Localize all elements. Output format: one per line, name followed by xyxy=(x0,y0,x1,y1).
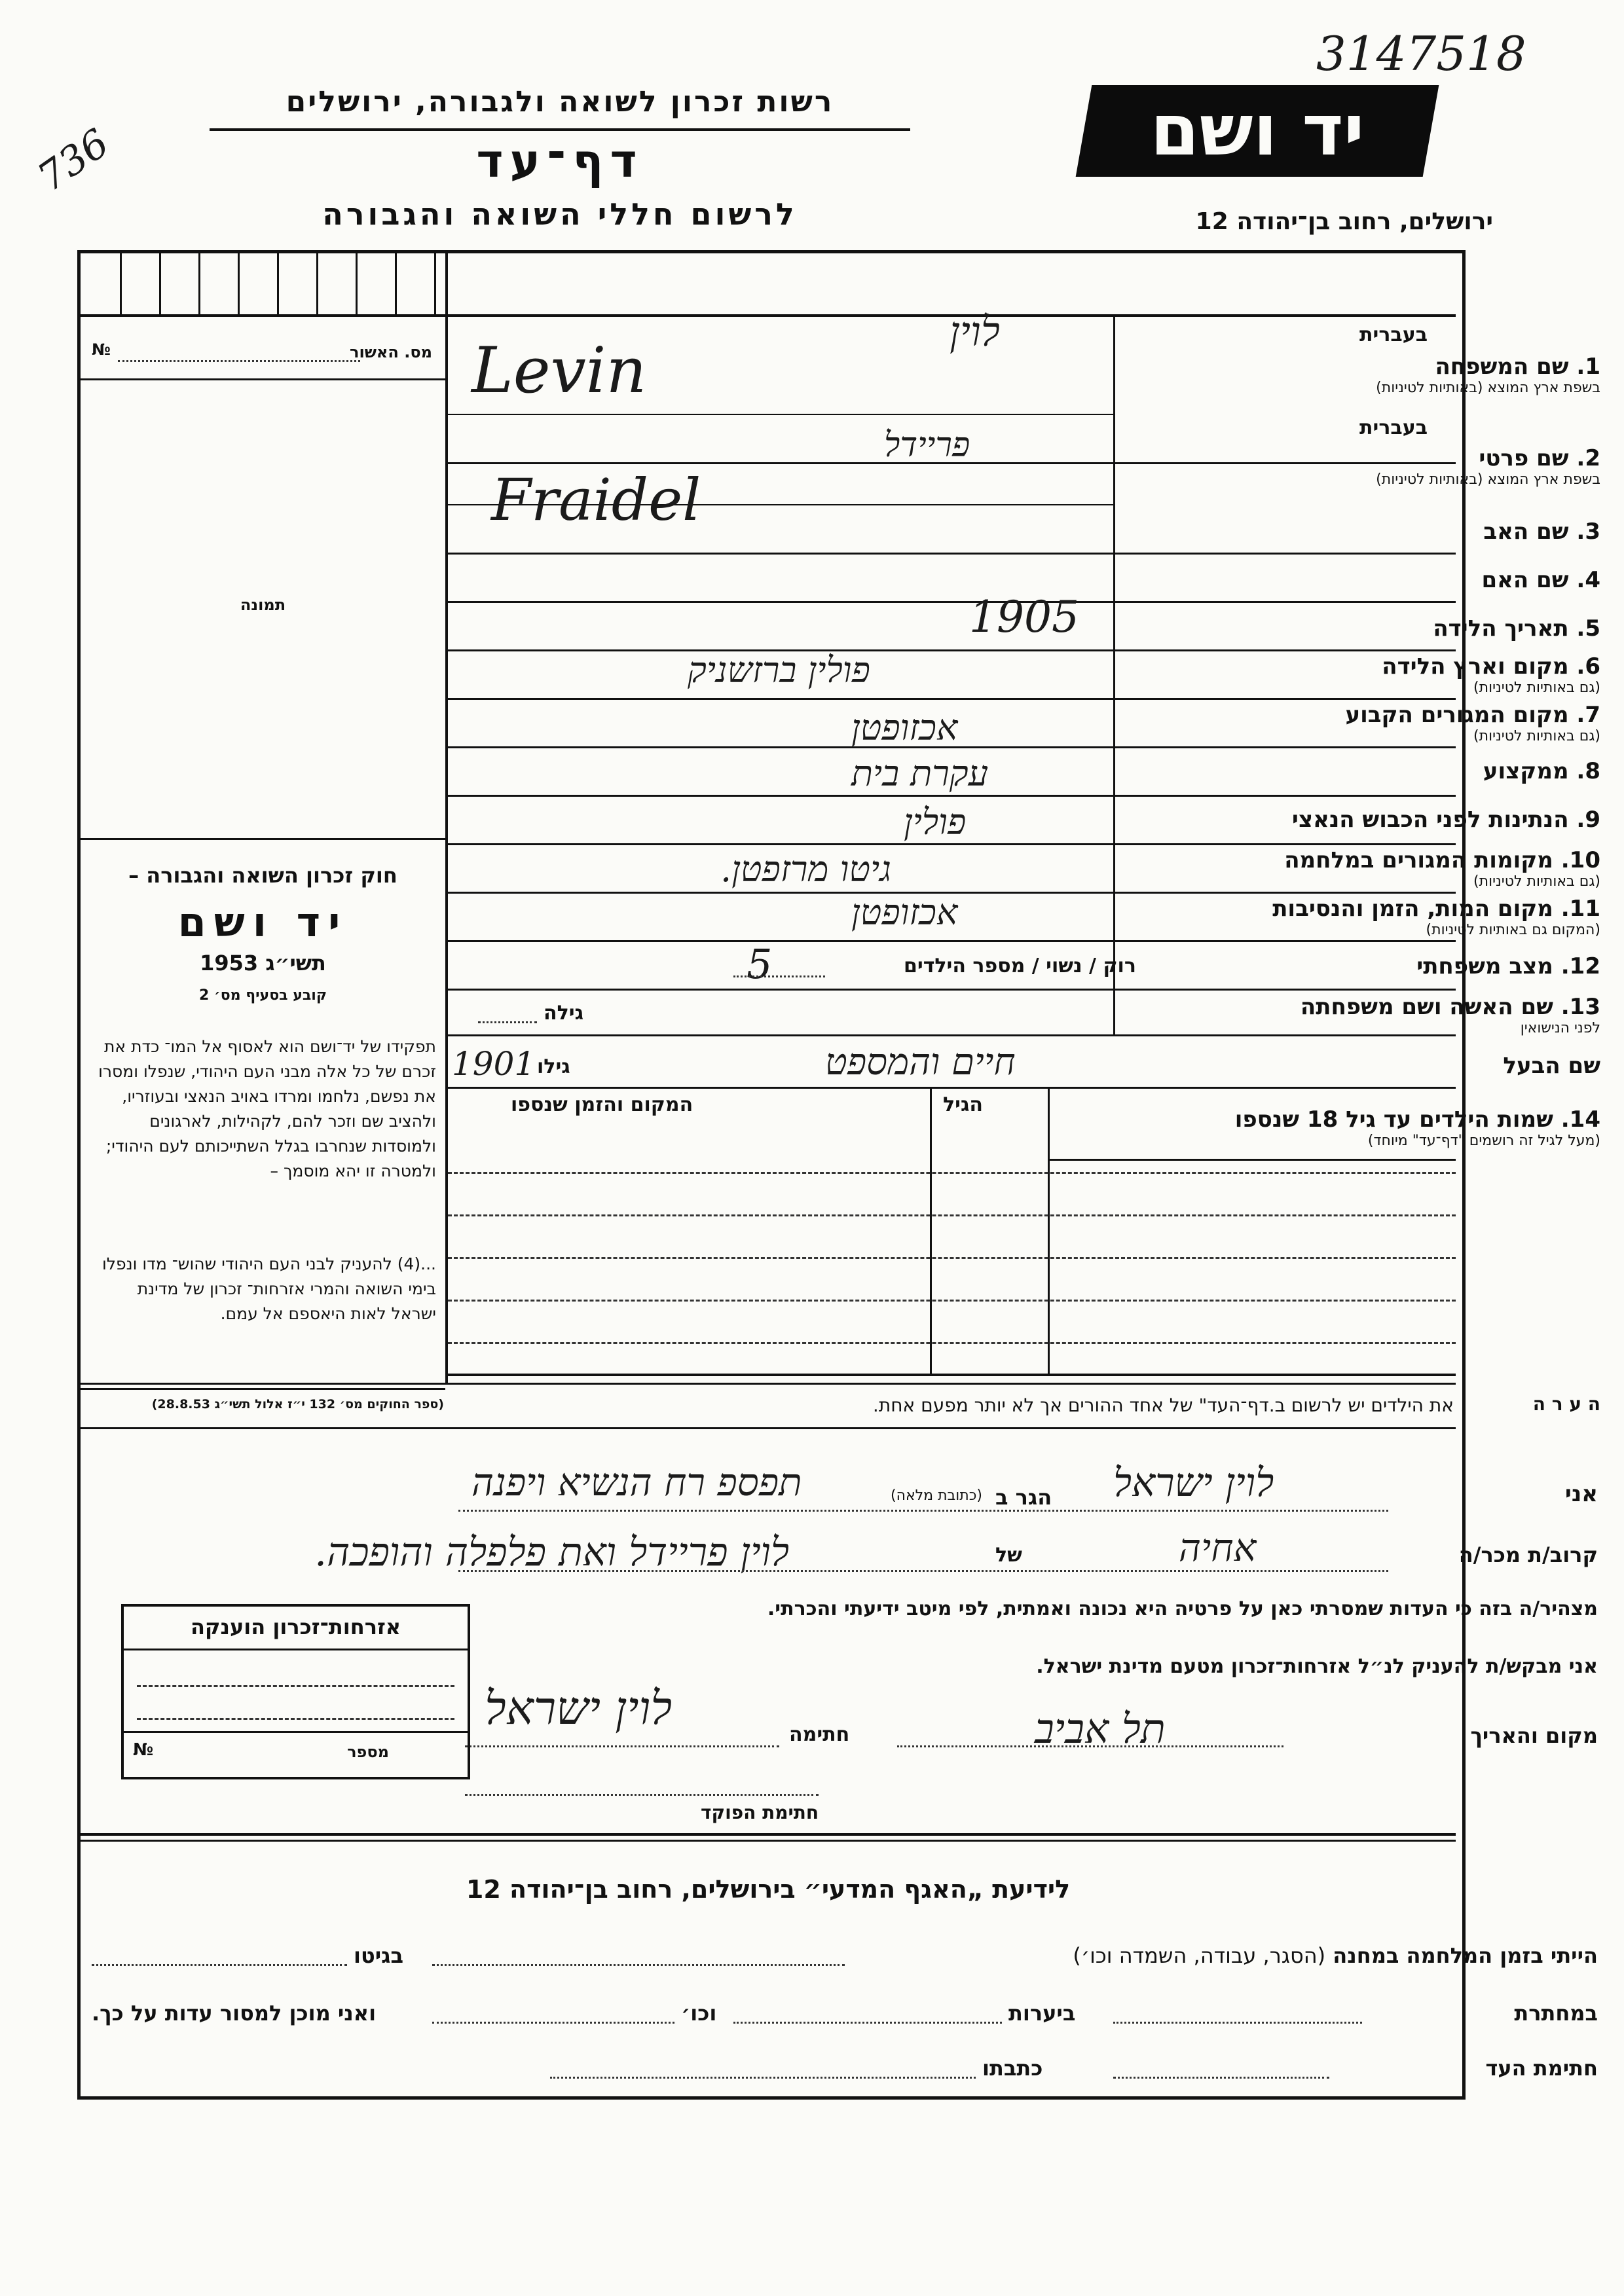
field-8-num: 8. xyxy=(1576,758,1600,784)
law-reference: (ספר החוקים מס׳ 132 י״ז אלול תשי״ג 28.8.53) xyxy=(151,1397,444,1412)
archive-number: 3147518 xyxy=(1316,26,1526,81)
camp-prefix: הייתי בזמן המלחמה במחנה xyxy=(1333,1943,1598,1968)
declaration-statement: מצהיר/ה בזה כי העדות שמסרתי כאן על פרטיה היא נכונה ואמתית, לפי מיטב ידיעתי והכרתי. xyxy=(767,1597,1598,1620)
husband-age-label: גילו xyxy=(537,1055,570,1078)
field-10-sub: (גם באותיות לטיניות) xyxy=(1473,873,1600,890)
children-bottom-line xyxy=(448,1374,1456,1376)
field-9-num: 9. xyxy=(1576,807,1600,833)
top-strip-divider xyxy=(81,314,1456,317)
residence-value: אכזופטן xyxy=(851,707,958,748)
note-label: ה ע ר ה xyxy=(1532,1393,1600,1415)
field-10-text: מקומות המגורים במלחמה xyxy=(1284,847,1553,873)
approval-divider xyxy=(81,378,445,380)
signature-label: חתימה xyxy=(789,1723,850,1746)
relative-of-value: לוין פריידל ואת פלפלה והופכה. xyxy=(314,1529,790,1575)
field-1-lang-note: בעברית xyxy=(1359,323,1428,346)
field-5-num: 5. xyxy=(1576,615,1600,642)
surname-hebrew: לוין xyxy=(950,308,1000,355)
field-6-sub: (גם באותיות לטיניות) xyxy=(1473,680,1600,696)
declarant-name: לוין ישראל xyxy=(1113,1460,1274,1506)
etc-label: וכו׳ xyxy=(681,2001,717,2026)
declarant-address: תפספ רח הנשיא ויפנה xyxy=(471,1460,802,1504)
camp-note: (הסגר, עבודה, השמדה וכו׳) xyxy=(1073,1943,1326,1968)
testimony-suffix: ואני מוכן למסור עדות על כך. xyxy=(92,2001,377,2026)
form-title: דף־עד xyxy=(476,134,644,188)
husband-name-value: חיים והמספט xyxy=(825,1041,1016,1084)
field-1-num: 1. xyxy=(1576,354,1600,380)
camp-line xyxy=(432,1964,845,1966)
field-10-label xyxy=(1234,847,1600,890)
full-address-note: (כתובת מלאה) xyxy=(891,1487,982,1504)
lower-divider-1 xyxy=(81,1833,1456,1836)
note-bottom-line xyxy=(81,1427,1456,1429)
lower-row-1 xyxy=(1073,1943,1598,1968)
law-year: תשי״ג 1953 xyxy=(200,951,326,975)
declaration-line-1 xyxy=(458,1510,1388,1512)
field-9-text: הנתינות לפני הכבוש הנאצי xyxy=(1291,807,1569,833)
field-4-num: 4. xyxy=(1576,567,1600,593)
signature-line xyxy=(465,1745,779,1747)
wartime-places-value: גיטו מרזפטן. xyxy=(720,848,892,890)
firstname-latin: Fraidel xyxy=(491,466,701,534)
ghetto-line xyxy=(92,1964,347,1966)
form-subtitle: לרשום חללי השואה והגבורה xyxy=(322,196,798,232)
field-6-num: 6. xyxy=(1576,653,1600,680)
yad-vashem-logo xyxy=(1076,85,1439,177)
field-2-num: 2. xyxy=(1576,445,1600,471)
birth-date-value: 1905 xyxy=(969,592,1079,642)
witness-address-label: כתבתו xyxy=(982,2056,1043,2081)
declaration-request: אני מבקש/ת להעניק לנ״ל אזרחות־זכרון מטעם מדינת ישראל. xyxy=(1036,1655,1598,1678)
field-1-label xyxy=(1234,354,1600,397)
children-num: 14. xyxy=(1560,1106,1600,1133)
wife-age-line xyxy=(478,1021,537,1023)
photo-label: תמונה xyxy=(240,596,286,614)
witness-signature-line xyxy=(1113,2077,1329,2079)
field-7-text: מקום המגורים הקבוע xyxy=(1345,702,1569,728)
field-8-text: ממקצוע xyxy=(1483,758,1569,784)
field-12-label xyxy=(1234,953,1600,979)
birth-place-value: פולין ברזשניק xyxy=(688,649,870,691)
law-clause: קובע בסעיף מס׳ 2 xyxy=(198,987,327,1004)
approval-label: מס. האשור xyxy=(350,343,432,361)
witness-signature-label: חתימת העד xyxy=(1485,2056,1598,2081)
declaration-i-label: אני xyxy=(1564,1481,1598,1507)
place-date-line xyxy=(897,1745,1283,1747)
photo-divider xyxy=(81,838,445,840)
margin-number: 736 xyxy=(29,120,118,201)
lower-divider-2 xyxy=(81,1840,1456,1842)
children-count-value: 5 xyxy=(747,940,773,988)
field-7-num: 7. xyxy=(1576,702,1600,728)
children-sub: (מעל לגיל זה רושמים "דף־עד" מיוחד) xyxy=(1367,1133,1600,1149)
husband-age-value: 1901 xyxy=(452,1045,536,1083)
field-13-sub: לפני הנישואין xyxy=(1520,1020,1600,1036)
citizenship-number-mark: № xyxy=(133,1740,154,1760)
field-2-label xyxy=(1234,445,1600,488)
marital-options: רוק / נשוי / מספר הילדים xyxy=(904,955,1136,977)
children-col-divider-1 xyxy=(1048,1087,1050,1375)
children-col-age: הגיל xyxy=(943,1093,983,1116)
profession-value: עקרת בית xyxy=(851,753,989,794)
surname-latin: Levin xyxy=(471,334,647,407)
field-1-sub: בשפת ארץ המוצא (באותיות לטיניות) xyxy=(1376,380,1600,396)
children-title xyxy=(1234,1106,1600,1150)
partisans-label: במחתרת xyxy=(1514,2001,1598,2026)
children-col-divider-2 xyxy=(930,1087,932,1375)
place-date-label: מקום והאריך xyxy=(1470,1723,1598,1748)
law-text-clause: ...(4) להעניק לבני העם היהודי שהוש־ מדו ונפלו בימי השואה והמרי אזרחות־ זכרון של מדינת ישראל לאות היאספם אל עמם. xyxy=(101,1254,436,1323)
note-text: את הילדים יש לרשום ב.דף־העד" של אחד ההורים אך לא יותר מפעם אחת. xyxy=(872,1394,1454,1416)
field-13-num: 13. xyxy=(1560,994,1600,1020)
resides-label: הגר ב xyxy=(995,1485,1052,1510)
citizenship-box-title: אזרחות־זכרון הוענקה xyxy=(190,1614,401,1639)
forests-label: ביערות xyxy=(1008,2001,1076,2026)
field-13-label xyxy=(1234,994,1600,1037)
wife-age-label: גילה xyxy=(544,1002,583,1025)
partisans-line xyxy=(1113,2022,1362,2024)
lower-title: לידיעת „האגף המדעי״ בירושלים, רחוב בן־יהודה 12 xyxy=(466,1875,1071,1904)
label-column-divider xyxy=(1113,314,1115,1034)
field-5-label xyxy=(1234,615,1600,642)
citizenship-box xyxy=(121,1604,470,1779)
field-2-sub: בשפת ארץ המוצא (באותיות לטיניות) xyxy=(1376,471,1600,488)
field-11-text: מקום המות, הזמן והנסיבות xyxy=(1272,896,1553,922)
field-3-text: שם האב xyxy=(1483,519,1569,545)
field-11-label xyxy=(1234,896,1600,939)
field-13-text: שם האשה ושם משפחתה xyxy=(1300,994,1553,1020)
field-11-num: 11. xyxy=(1560,896,1600,922)
field-3-label xyxy=(1234,519,1600,545)
signature-value: לוין ישראל xyxy=(485,1681,673,1735)
field-9-label xyxy=(1234,807,1600,833)
field-11-sub: (המקום גם באותיות לטיניות) xyxy=(1426,922,1600,938)
relation-value: אחיה xyxy=(1179,1525,1257,1570)
field-2-text: שם פרטי xyxy=(1479,445,1569,471)
husband-label: שם הבעל xyxy=(1503,1053,1600,1079)
field-4-label xyxy=(1234,567,1600,593)
field-10-num: 10. xyxy=(1560,847,1600,873)
etc-line xyxy=(432,2022,674,2024)
field-4-text: שם האם xyxy=(1481,567,1569,593)
inspector-line xyxy=(465,1794,819,1796)
field-7-sub: (גם באותיות לטיניות) xyxy=(1473,728,1600,744)
approval-mark: № xyxy=(92,340,111,359)
law-reference-divider xyxy=(81,1388,445,1390)
field-5-text: תאריך הלידה xyxy=(1433,615,1569,642)
relative-label: קרוב/ת מכר/ה xyxy=(1458,1542,1598,1567)
field-2-lang-note: בעברית xyxy=(1359,416,1428,439)
firstname-hebrew: פריידל xyxy=(884,426,970,465)
field-3-num: 3. xyxy=(1576,519,1600,545)
forests-line xyxy=(733,2022,1002,2024)
authority-name: רשות זכרון לשואה ולגבורה, ירושלים xyxy=(286,85,834,118)
children-title-text: שמות הילדים עד גיל 18 שנספו xyxy=(1234,1106,1553,1133)
death-place-value: אכזופטן xyxy=(851,892,958,933)
law-text-main: תפקידו של יד־ושם הוא לאסוף אל המו־ כדת את זכרם של כל אלה מבני העם היהודי, שנפלו ומסרו את נפשם, נלחמו ומרדו באויב הנאצי ובעוזריו, ולהציב שם וזכר להם, לקהילות, לארגונים ולמוסדות שנחרבו בגלל השתייכותם לעם היהודי; ולמטרה זו יהא מוסמך – xyxy=(98,1037,436,1180)
approval-number xyxy=(92,340,432,367)
office-address: ירושלים, רחוב בן־יהודה 12 xyxy=(1195,208,1493,235)
field-12-num: 12. xyxy=(1560,953,1600,979)
field-6-label xyxy=(1234,653,1600,697)
field-6-text: מקום וארץ הלידה xyxy=(1382,653,1569,680)
field-1-text: שם המשפחה xyxy=(1435,354,1569,380)
witness-address-line xyxy=(550,2077,976,2079)
field-12-text: מצב משפחתי xyxy=(1416,953,1553,979)
children-col-place: המקום והזמן שנספו xyxy=(511,1093,693,1116)
law-title: חוק זכרון השואה והגבורה – xyxy=(128,863,397,888)
children-count-line xyxy=(733,975,825,977)
note-top-line xyxy=(81,1383,1456,1385)
law-name: יד ושם xyxy=(177,898,348,946)
declaration-line-2 xyxy=(458,1570,1388,1572)
ghetto-label: בגיטו xyxy=(354,1943,403,1968)
of-label: של xyxy=(995,1544,1022,1567)
place-date-value: תל אביב xyxy=(1035,1705,1166,1753)
citizenship-number-label: מספר xyxy=(347,1743,389,1761)
authority-underline xyxy=(210,128,910,131)
field-8-label xyxy=(1234,758,1600,784)
inspector-label: חתימת הפוקד xyxy=(701,1802,819,1823)
citizenship-value: פולין xyxy=(904,801,967,843)
logo-text: יד ושם xyxy=(1150,90,1365,172)
field-7-label xyxy=(1234,702,1600,745)
